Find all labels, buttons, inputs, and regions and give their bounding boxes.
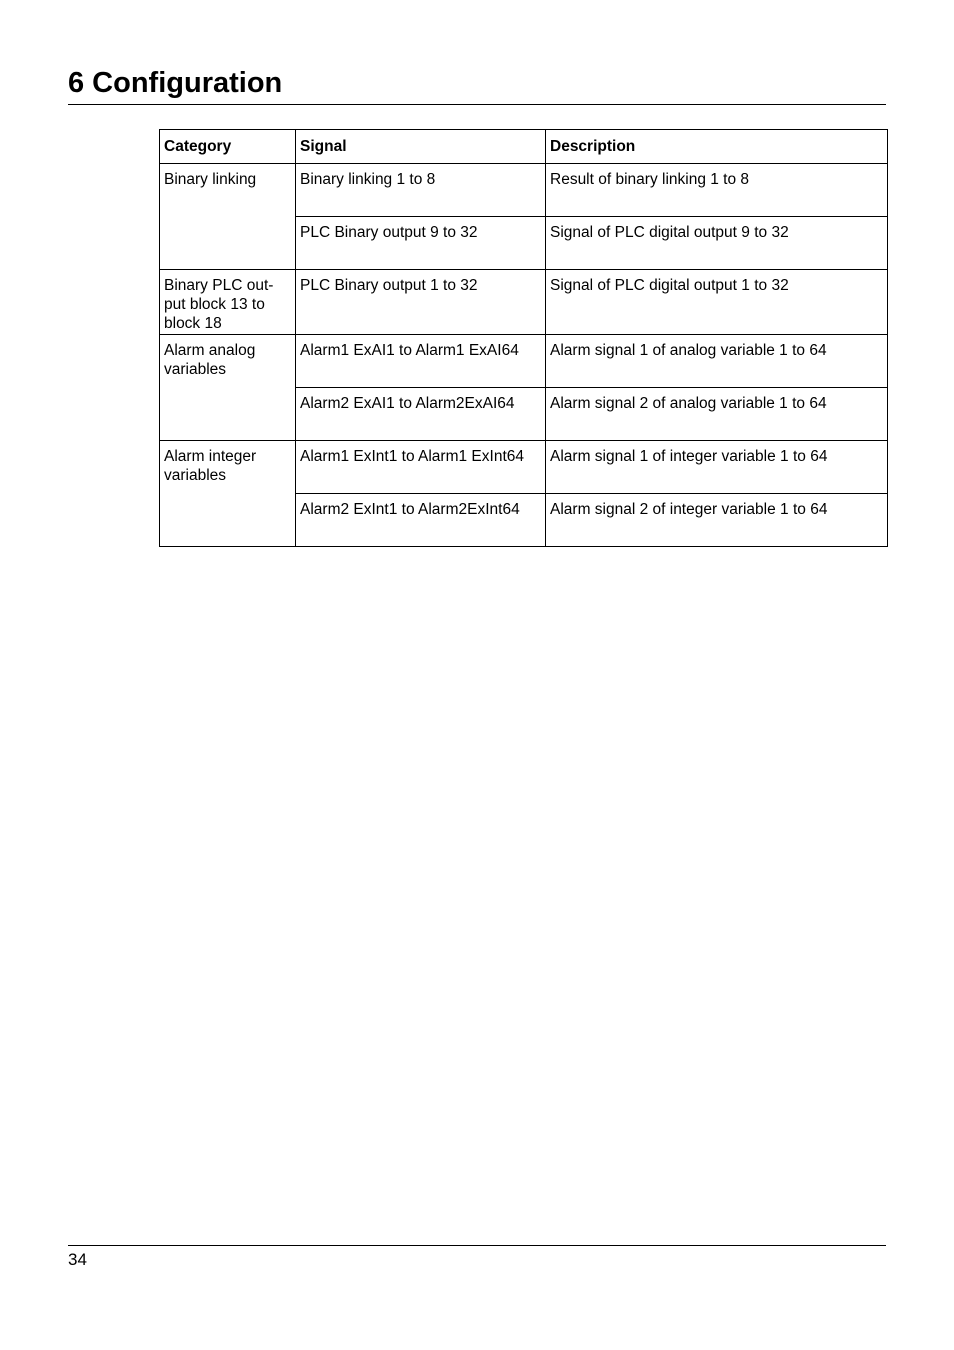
category-cell: Binary PLC out- put block 13 to block 18 bbox=[160, 270, 296, 335]
signal-cell: PLC Binary output 1 to 32 bbox=[296, 270, 546, 335]
signal-cell: PLC Binary output 9 to 32 bbox=[296, 217, 546, 270]
category-cell: Alarm integer variables bbox=[160, 441, 296, 547]
description-cell: Alarm signal 1 of integer variable 1 to 64 bbox=[546, 441, 888, 494]
description-cell: Signal of PLC digital output 1 to 32 bbox=[546, 270, 888, 335]
description-cell: Alarm signal 2 of analog variable 1 to 64 bbox=[546, 388, 888, 441]
configuration-table bbox=[159, 129, 888, 547]
table-header-row bbox=[160, 130, 888, 164]
page-number: 34 bbox=[68, 1250, 87, 1269]
table-row bbox=[160, 164, 888, 217]
signal-cell: Alarm1 ExAI1 to Alarm1 ExAI64 bbox=[296, 335, 546, 388]
description-cell: Alarm signal 1 of analog variable 1 to 64 bbox=[546, 335, 888, 388]
signal-cell: Binary linking 1 to 8 bbox=[296, 164, 546, 217]
signal-cell: Alarm1 ExInt1 to Alarm1 ExInt64 bbox=[296, 441, 546, 494]
signal-cell: Alarm2 ExAI1 to Alarm2ExAI64 bbox=[296, 388, 546, 441]
table-row bbox=[160, 441, 888, 494]
page-title: 6 Configuration bbox=[68, 67, 283, 99]
column-header-description: Description bbox=[546, 130, 888, 164]
category-cell: Alarm analog variables bbox=[160, 335, 296, 441]
table-row bbox=[160, 335, 888, 388]
description-cell: Signal of PLC digital output 9 to 32 bbox=[546, 217, 888, 270]
column-header-signal: Signal bbox=[296, 130, 546, 164]
page-footer bbox=[68, 1245, 886, 1269]
page-header bbox=[68, 64, 886, 105]
column-header-category: Category bbox=[160, 130, 296, 164]
table-row bbox=[160, 270, 888, 335]
signal-cell: Alarm2 ExInt1 to Alarm2ExInt64 bbox=[296, 494, 546, 547]
description-cell: Result of binary linking 1 to 8 bbox=[546, 164, 888, 217]
category-cell: Binary linking bbox=[160, 164, 296, 270]
description-cell: Alarm signal 2 of integer variable 1 to 64 bbox=[546, 494, 888, 547]
